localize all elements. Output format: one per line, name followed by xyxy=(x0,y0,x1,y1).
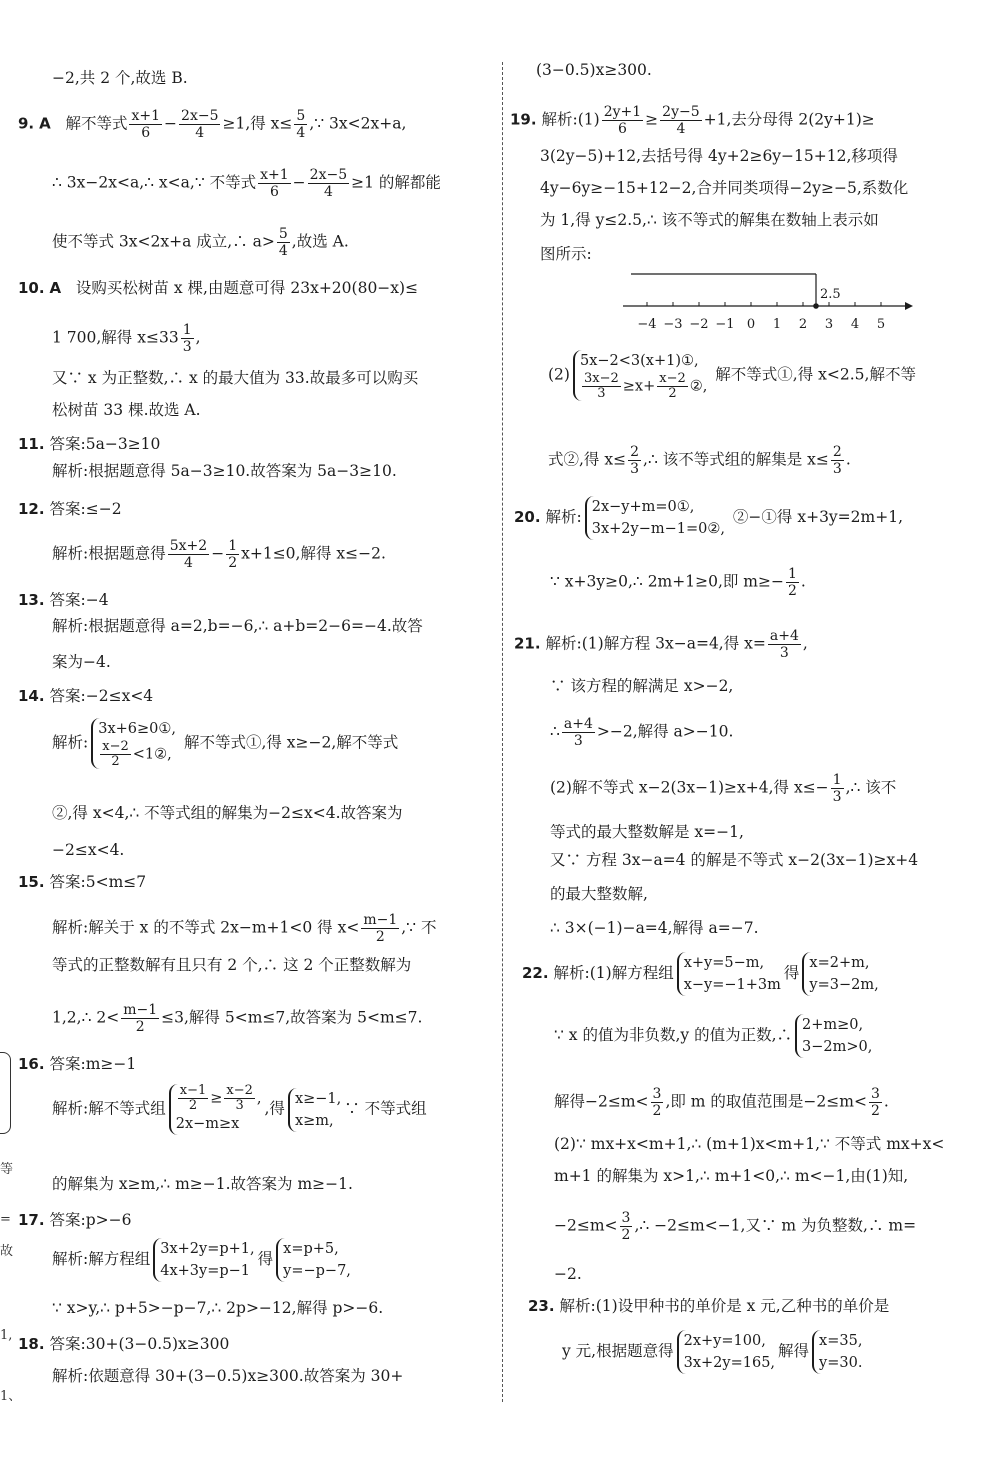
text-line: 又∵ 方程 3x−a=4 的解是不等式 x−2(3x−1)≥x+4 xyxy=(550,851,919,869)
text-line: ∵ x>y,∴ p+5>−p−7,∴ 2p>−12,解得 p>−6. xyxy=(52,1299,384,1317)
text: 得 xyxy=(783,964,800,982)
text-line: 的最大整数解, xyxy=(550,885,648,903)
operator: ≥ xyxy=(645,110,659,129)
text: 解析:(1)解方程组 xyxy=(553,964,674,982)
fraction: $\frac{5}{4}$ xyxy=(278,226,288,259)
text-line xyxy=(52,1084,427,1135)
answer-text: 答案:m≥−1 xyxy=(49,1055,137,1073)
text: 解不等式①,得 x≥−2,解不等式 xyxy=(183,733,399,752)
text: 解不等式①,得 x<2.5,解不等 xyxy=(715,365,916,384)
text: . xyxy=(800,572,806,591)
text: ,∴ 该不等式组的解集是 x≤ xyxy=(643,450,829,469)
text-line xyxy=(52,538,386,571)
question-14 xyxy=(18,686,153,706)
text: ∵ 不等式组 xyxy=(344,1099,427,1118)
text: ≥1,得 x≤ xyxy=(222,114,293,133)
fraction: $\frac{3}{2}$ xyxy=(870,1086,880,1119)
clipped-box xyxy=(0,1052,11,1134)
text: 使不等式 3x<2x+a 成立,∴ a> xyxy=(52,232,275,251)
text: ,∵ 不 xyxy=(401,918,437,937)
text: 设购买松树苗 x 棵,由题意可得 23x+20(80−x)≤ xyxy=(75,279,419,297)
text: ∵ x+3y≥0,∴ 2m+1≥0,即 m≥− xyxy=(550,572,784,591)
text-line xyxy=(52,1002,422,1035)
fraction: $\frac{m-1}{2}$ xyxy=(123,1002,158,1035)
text: 得 xyxy=(257,1250,274,1268)
column-divider xyxy=(502,62,503,1402)
text: 解析:(1) xyxy=(541,110,600,129)
text-line: 为 1,得 y≤2.5,∴ 该不等式的解集在数轴上表示如 xyxy=(540,211,879,229)
operator: − xyxy=(164,114,178,133)
text-line: m+1 的解集为 x>1,∴ m+1<0,∴ m<−1,由(1)知, xyxy=(554,1167,909,1185)
question-number: 13. xyxy=(18,591,45,609)
question-number: 23. xyxy=(528,1297,555,1315)
fraction: $\frac{2y-5}{4}$ xyxy=(662,104,700,137)
text-line: 解析:根据题意得 5a−3≥10.故答案为 5a−3≥10. xyxy=(52,462,397,480)
fraction: $\frac{a+4}{3}$ xyxy=(769,628,799,661)
text: ,得 xyxy=(264,1099,285,1118)
tick-label: −1 xyxy=(715,317,735,332)
fraction: $\frac{m-1}{2}$ xyxy=(363,912,398,945)
answer-text: 答案:−4 xyxy=(49,591,109,609)
system-brace: x=2+m, y=3−2m, xyxy=(802,952,878,996)
tick-label: −3 xyxy=(663,317,683,332)
text: −2≤m< xyxy=(554,1216,618,1235)
fraction: $\frac{3}{2}$ xyxy=(652,1086,662,1119)
question-number: 10. xyxy=(18,279,45,297)
text: ,∵ 3x<2x+a, xyxy=(309,114,407,133)
answer-text: 答案:5a−3≥10 xyxy=(49,435,161,453)
question-number: 22. xyxy=(522,964,549,982)
text-line: −2. xyxy=(554,1265,582,1283)
answer-choice: A xyxy=(39,114,51,133)
question-21 xyxy=(514,628,808,661)
question-11 xyxy=(18,434,160,454)
text: +1,去分母得 2(2y+1)≥ xyxy=(703,110,875,129)
text-line: 案为−4. xyxy=(52,653,111,671)
text: 式②,得 x≤ xyxy=(548,450,627,469)
question-number: 9. xyxy=(18,114,35,133)
text: 解得 xyxy=(778,1342,810,1360)
text-line: −2≤x<4. xyxy=(52,841,125,859)
question-17 xyxy=(18,1210,132,1230)
text-line: 4y−6y≥−15+12−2,合并同类项得−2y≥−5,系数化 xyxy=(540,179,909,197)
tick-label: 3 xyxy=(824,317,834,332)
tick-label: 0 xyxy=(746,317,756,332)
text-line xyxy=(554,1086,889,1119)
text: 解析:(1)解方程 3x−a=4,得 x= xyxy=(545,634,766,653)
fraction: $\frac{a+4}{3}$ xyxy=(563,716,593,749)
fraction: $\frac{3}{2}$ xyxy=(621,1210,631,1243)
text: 1,2,∴ 2< xyxy=(52,1008,120,1027)
fraction: $\frac{1}{3}$ xyxy=(182,322,192,355)
text-line: ②,得 x<4,∴ 不等式组的解集为−2≤x<4.故答案为 xyxy=(52,804,403,822)
fraction: $\frac{x+1}{6}$ xyxy=(260,167,289,200)
question-number: 18. xyxy=(18,1335,45,1353)
fraction: $\frac{1}{2}$ xyxy=(787,566,797,599)
fraction: $\frac{5}{4}$ xyxy=(296,108,306,141)
text-line: −2,共 2 个,故选 B. xyxy=(52,69,188,87)
question-9 xyxy=(18,108,406,141)
system-brace: x=35, y=30. xyxy=(812,1330,862,1374)
question-number: 11. xyxy=(18,435,45,453)
system-brace: x=p+5, y=−p−7, xyxy=(276,1238,351,1282)
answer-text: 答案:30+(3−0.5)x≥300 xyxy=(49,1335,230,1353)
fraction: $\frac{1}{2}$ xyxy=(228,538,238,571)
text: x+1≤0,解得 x≤−2. xyxy=(241,544,386,563)
tick-label: 4 xyxy=(850,317,860,332)
tick-label: 2 xyxy=(798,317,808,332)
fraction: $\frac{1}{3}$ xyxy=(832,772,842,805)
tick-label: 5 xyxy=(876,317,886,332)
text: . xyxy=(883,1092,889,1111)
question-13 xyxy=(18,590,109,610)
question-10 xyxy=(18,278,418,298)
text: . xyxy=(845,450,851,469)
system-brace: 2+m≥0, 3−2m>0, xyxy=(795,1014,872,1058)
system-brace: x≥−1, x≥m, xyxy=(288,1088,341,1132)
text: ∴ xyxy=(550,722,560,741)
text: , xyxy=(802,634,808,653)
left-column xyxy=(18,0,500,1400)
text-line: ∴ 3×(−1)−a=4,解得 a=−7. xyxy=(550,919,759,937)
text-line: 等式的正整数解有且只有 2 个,∴ 这 2 个正整数解为 xyxy=(52,956,412,974)
text-line: 松树苗 33 棵.故选 A. xyxy=(52,401,201,419)
fraction: $\frac{2x-5}{4}$ xyxy=(181,108,219,141)
label: 解析: xyxy=(52,733,89,752)
marker-label: 2.5 xyxy=(820,287,841,302)
system-brace: $\frac{x-1}{2}$ ≥ $\frac{x-2}{3}$ , 2x−m≥x xyxy=(169,1084,262,1135)
text: ,即 m 的取值范围是−2≤m< xyxy=(665,1092,867,1111)
fraction: $\frac{5x+2}{4}$ xyxy=(169,538,208,571)
question-16 xyxy=(18,1054,136,1074)
text: ∵ x 的值为非负数,y 的值为正数,∴ xyxy=(554,1026,792,1044)
solid-point xyxy=(813,303,819,309)
system-brace: 2x+y=100, 3x+2y=165, xyxy=(677,1330,775,1374)
text: 解不等式 xyxy=(65,114,128,133)
text: (2)解不等式 x−2(3x−1)≥x+4,得 x≤− xyxy=(550,778,829,797)
text-line xyxy=(52,322,201,355)
answer-text: 答案:−2≤x<4 xyxy=(49,687,154,705)
fraction: $\frac{2x-5}{4}$ xyxy=(309,167,348,200)
text: 解得−2≤m< xyxy=(554,1092,649,1111)
text: y 元,根据题意得 xyxy=(562,1342,674,1360)
question-number: 12. xyxy=(18,500,45,518)
text: ∴ 3x−2x<a,∴ x<a,∵ 不等式 xyxy=(52,173,257,192)
answer-text: 答案:p>−6 xyxy=(49,1211,132,1229)
text-line xyxy=(548,444,851,477)
text: 1 700,解得 x≤33 xyxy=(52,328,179,347)
text-line xyxy=(550,716,733,749)
fraction: $\frac{2}{3}$ xyxy=(832,444,842,477)
text-line: 解析:依题意得 30+(3−0.5)x≥300.故答案为 30+ xyxy=(52,1367,404,1385)
text: ,故选 A. xyxy=(291,232,349,251)
text: >−2,解得 a>−10. xyxy=(596,722,734,741)
text-line xyxy=(554,1014,875,1058)
question-number: 16. xyxy=(18,1055,45,1073)
text: ,∴ −2≤m<−1,又∵ m 为负整数,∴ m= xyxy=(634,1216,917,1235)
edge-fragment: 1, xyxy=(0,1328,13,1343)
text-line xyxy=(52,167,441,200)
question-number: 19. xyxy=(510,110,537,129)
question-number: 20. xyxy=(514,508,541,526)
text-line: ∵ 该方程的解满足 x>−2, xyxy=(550,677,734,695)
edge-fragment: 故 xyxy=(0,1244,14,1259)
text-line xyxy=(554,1210,916,1243)
text-line: 解析:根据题意得 a=2,b=−6,∴ a+b=2−6=−4.故答 xyxy=(52,617,423,635)
question-20 xyxy=(514,496,903,540)
text-line: 又∵ x 为正整数,∴ x 的最大值为 33.故最多可以购买 xyxy=(52,369,419,387)
text: ②−①得 x+3y=2m+1, xyxy=(732,508,904,526)
question-12 xyxy=(18,499,122,519)
text: ≥1 的解都能 xyxy=(351,173,441,192)
right-column xyxy=(510,0,993,1400)
axis-arrow xyxy=(905,302,913,310)
answer-text: 答案:5<m≤7 xyxy=(49,873,147,891)
text-line: 图所示: xyxy=(540,245,592,263)
question-number: 17. xyxy=(18,1211,45,1229)
text: (2) xyxy=(548,365,570,384)
question-18 xyxy=(18,1334,229,1354)
question-22 xyxy=(522,952,882,996)
text-line: 的解集为 x≥m,∴ m≥−1.故答案为 m≥−1. xyxy=(52,1175,353,1193)
operator: − xyxy=(211,544,225,563)
text-line xyxy=(52,912,436,945)
question-number: 15. xyxy=(18,873,45,891)
question-15 xyxy=(18,872,146,892)
number-line xyxy=(623,270,923,336)
edge-fragment: 等 xyxy=(0,1162,14,1177)
tick-label: −4 xyxy=(637,317,657,332)
system-brace: 5x−2<3(x+1)①, $\frac{3x-2}{3}$ ≥x+ $\frac{x-2}{2}$ ②, xyxy=(573,350,707,401)
system-brace: 3x+2y=p+1, 4x+3y=p−1 xyxy=(153,1238,254,1282)
text: , xyxy=(195,328,201,347)
answer-text: 答案:≤−2 xyxy=(49,500,122,518)
text-line xyxy=(548,350,916,401)
fraction: $\frac{x+1}{6}$ xyxy=(131,108,161,141)
text-line xyxy=(52,1238,354,1282)
text: 解析:解不等式组 xyxy=(52,1099,166,1118)
operator: − xyxy=(292,173,306,192)
question-number: 14. xyxy=(18,687,45,705)
edge-fragment: 1、 xyxy=(0,1389,22,1404)
text-line xyxy=(52,226,349,259)
question-23 xyxy=(528,1296,889,1316)
question-19 xyxy=(510,104,875,137)
text-line xyxy=(550,772,896,805)
text-line: (3−0.5)x≥300. xyxy=(536,61,652,79)
tick-label: 1 xyxy=(772,317,782,332)
system-brace: 3x+6≥0①, $\frac{x-2}{2}$ <1②, xyxy=(91,718,176,769)
question-number: 21. xyxy=(514,634,541,653)
text: 解析:(1)设甲种书的单价是 x 元,乙种书的单价是 xyxy=(559,1297,890,1315)
text: ≤3,解得 5<m≤7,故答案为 5<m≤7. xyxy=(161,1008,423,1027)
text: 解析:解关于 x 的不等式 2x−m+1<0 得 x< xyxy=(52,918,360,937)
text-line xyxy=(562,1330,865,1374)
text-line xyxy=(550,566,806,599)
tick-label: −2 xyxy=(689,317,709,332)
answer-choice: A xyxy=(49,279,62,297)
text-line: 等式的最大整数解是 x=−1, xyxy=(550,823,744,841)
text-line: (2)∵ mx+x<m+1,∴ (m+1)x<m+1,∵ 不等式 mx+x< xyxy=(554,1135,945,1153)
text-line: 3(2y−5)+12,去括号得 4y+2≥6y−15+12,移项得 xyxy=(540,147,898,165)
system-brace: 2x−y+m=0①, 3x+2y−m−1=0②, xyxy=(585,496,725,540)
text: ,∴ 该不 xyxy=(845,778,897,797)
label: 解析: xyxy=(545,508,582,526)
text: 解析:解方程组 xyxy=(52,1250,151,1268)
text: 解析:根据题意得 xyxy=(52,544,166,563)
edge-fragment: = xyxy=(0,1212,11,1227)
fraction: $\frac{2y+1}{6}$ xyxy=(603,104,642,137)
fraction: $\frac{2}{3}$ xyxy=(630,444,640,477)
text-line xyxy=(52,718,398,769)
system-brace: x+y=5−m, x−y=−1+3m xyxy=(677,952,781,996)
